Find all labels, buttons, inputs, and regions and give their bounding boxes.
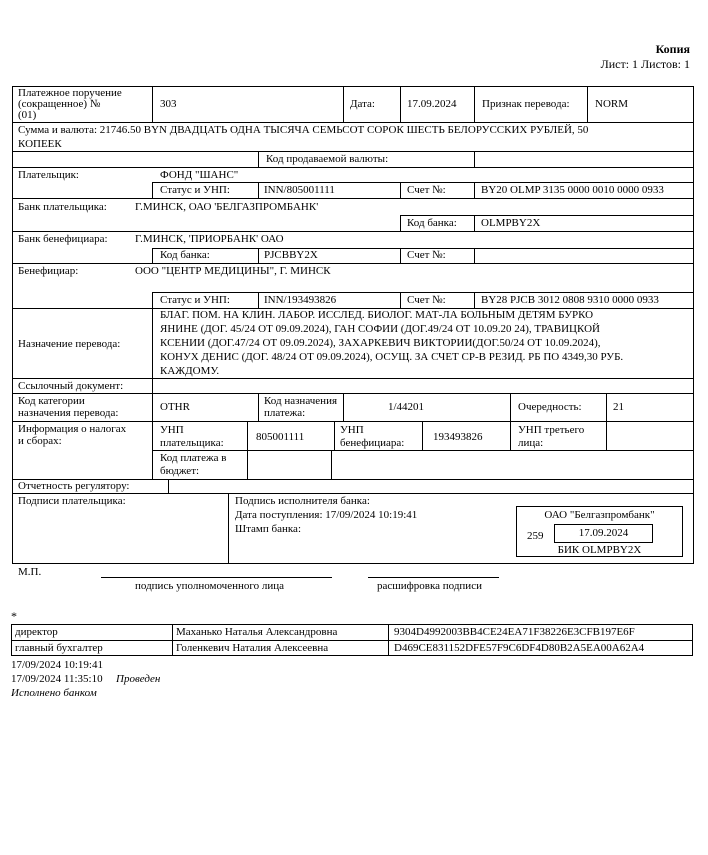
mp-label: М.П. xyxy=(18,566,42,578)
stamp-code: 259 xyxy=(527,530,544,542)
stamp-date: 17.09.2024 xyxy=(578,527,629,539)
date-label: Дата: xyxy=(350,98,375,110)
payment-code-label: Код назначения xyxy=(264,395,338,407)
budget-code-label-2: бюджет: xyxy=(160,465,200,477)
asterisk: * xyxy=(11,609,17,623)
payment-code-label-2: платежа: xyxy=(264,407,306,419)
purpose-line: КСЕНИИ (ДОГ.47/24 ОТ 09.09.2024), ЗАХАРКЕВИЧ ВИКТОРИИ(ДОГ.50/24 ОТ 10.09.2024), xyxy=(160,337,601,349)
order-title: Платежное поручение xyxy=(18,87,122,99)
log-status: Проведен xyxy=(116,673,161,685)
stamp-label: Штамп банка: xyxy=(235,523,301,535)
payer-name: ФОНД "ШАНС" xyxy=(160,169,239,181)
beneficiary-name: ООО "ЦЕНТР МЕДИЦИНЫ", Г. МИНСК xyxy=(135,265,331,277)
payer-account: BY20 OLMP 3135 0000 0010 0000 0933 xyxy=(481,184,664,196)
benef-bank-code-label: Код банка: xyxy=(160,249,210,261)
order-date: 17.09.2024 xyxy=(407,98,457,110)
taxes-label-2: и сборах: xyxy=(18,435,62,447)
purpose-line: КАЖДОМУ. xyxy=(160,365,220,377)
sign-decode-caption: расшифровка подписи xyxy=(377,580,482,592)
signer-role: главный бухгалтер xyxy=(15,642,103,654)
payer-label: Плательщик: xyxy=(18,169,79,181)
purpose-line: КОНУХ ДЕНИС (ДОГ. 48/24 ОТ 09.09.2024), ОСУЩ. ЗА СЧЕТ СР-В РЕЗИД. РБ ПО 4349,30 РУБ. xyxy=(160,351,624,363)
beneficiary-label: Бенефициар: xyxy=(18,265,79,277)
sold-currency-label: Код продаваемой валюты: xyxy=(266,153,389,165)
benef-bank-label: Банк бенефициара: xyxy=(18,233,108,245)
priority-label: Очередность: xyxy=(518,401,582,413)
category-value: OTHR xyxy=(160,401,190,413)
beneficiary-status: INN/193493826 xyxy=(264,294,337,306)
benef-unp: 193493826 xyxy=(433,431,483,443)
payer-unp: 805001111 xyxy=(256,431,305,443)
log-time-2: 17/09/2024 11:35:10 xyxy=(11,673,103,685)
signer-hash: 9304D4992003BB4CE24EA71F38226E3CFB197E6F xyxy=(394,626,635,638)
executor-label: Подпись исполнителя банка: xyxy=(235,495,370,507)
purpose-line: ЯНИНЕ (ДОГ. 45/24 ОТ 09.09.2024), ГАН СОФИИ (ДОГ.49/24 ОТ 10.09.20 24), ТРАВИЦКОЙ xyxy=(160,323,600,335)
amount-text-2: КОПЕЕК xyxy=(18,138,62,150)
order-number: 303 xyxy=(160,98,177,110)
copy-title: Копия xyxy=(655,42,690,56)
category-label: Код категории xyxy=(18,395,85,407)
reference-doc-label: Ссылочный документ: xyxy=(18,380,124,392)
payer-status: INN/805001111 xyxy=(264,184,335,196)
benef-unp-label-2: бенефициара: xyxy=(340,437,405,449)
transfer-sign-label: Признак перевода: xyxy=(482,98,570,110)
auth-sign-caption: подпись уполномоченного лица xyxy=(135,580,284,592)
payer-unp-label: УНП xyxy=(160,424,184,436)
benef-bank-account-label: Счет №: xyxy=(407,249,446,261)
order-title-2: (сокращенное) № xyxy=(18,98,101,110)
signer-name: Голенкевич Наталия Алексеевна xyxy=(176,642,329,654)
category-label-2: назначения перевода: xyxy=(18,407,119,419)
payment-code: 1/44201 xyxy=(388,401,425,413)
payer-bank-name: Г.МИНСК, ОАО 'БЕЛГАЗПРОМБАНК' xyxy=(135,201,319,213)
payer-unp-label-2: плательщика: xyxy=(160,437,224,449)
purpose-line: БЛАГ. ПОМ. НА КЛИН. ЛАБОР. ИССЛЕД. БИОЛОГ. МАТ-ЛА БОЛЬНЫМ ДЕТЯМ БУРКО xyxy=(160,309,594,321)
regulator-label: Отчетность регулятору: xyxy=(18,480,130,492)
beneficiary-account-label: Счет №: xyxy=(407,294,446,306)
sheet-info: Лист: 1 Листов: 1 xyxy=(600,57,690,71)
signer-hash: D469CE831152DFE57F9C6DF4D80B2A5EA00A62A4 xyxy=(394,642,645,654)
log-executed: Исполнено банком xyxy=(11,687,97,699)
taxes-label: Информация о налогах xyxy=(18,423,127,435)
log-time-1: 17/09/2024 10:19:41 xyxy=(11,659,103,671)
payer-signatures-label: Подписи плательщика: xyxy=(18,495,126,507)
purpose-label: Назначение перевода: xyxy=(18,338,121,350)
beneficiary-status-label: Статус и УНП: xyxy=(160,294,230,306)
signer-role: директор xyxy=(15,626,58,638)
payer-status-label: Статус и УНП: xyxy=(160,184,230,196)
beneficiary-account: BY28 PJCB 3012 0808 9310 0000 0933 xyxy=(481,294,659,306)
signer-name: Маханько Наталья Александровна xyxy=(176,626,338,638)
priority-value: 21 xyxy=(613,401,624,413)
benef-bank-code: PJCBBY2X xyxy=(264,249,318,261)
third-unp-label: УНП третьего xyxy=(518,424,585,436)
amount-text: Сумма и валюта: 21746.50 BYN ДВАДЦАТЬ ОДНА ТЫСЯЧА СЕМЬСОТ СОРОК ШЕСТЬ БЕЛОРУССКИХ РУБЛЕЙ, 50 xyxy=(18,124,589,136)
benef-unp-label: УНП xyxy=(340,424,364,436)
benef-bank-name: Г.МИНСК, 'ПРИОРБАНК' ОАО xyxy=(135,233,284,245)
payer-account-label: Счет №: xyxy=(407,184,446,196)
payer-bank-label: Банк плательщика: xyxy=(18,201,107,213)
payer-bank-code: OLMPBY2X xyxy=(481,217,541,229)
third-unp-label-2: лица: xyxy=(518,437,544,449)
budget-code-label: Код платежа в xyxy=(160,452,227,464)
transfer-sign-value: NORM xyxy=(595,98,629,110)
stamp-bik: БИК OLMPBY2X xyxy=(557,544,642,556)
stamp-bank-name: ОАО "Белгазпромбанк" xyxy=(544,509,655,521)
payer-bank-code-label: Код банка: xyxy=(407,217,457,229)
receipt-date: Дата поступления: 17/09/2024 10:19:41 xyxy=(235,509,418,521)
order-title-3: (01) xyxy=(18,109,37,121)
